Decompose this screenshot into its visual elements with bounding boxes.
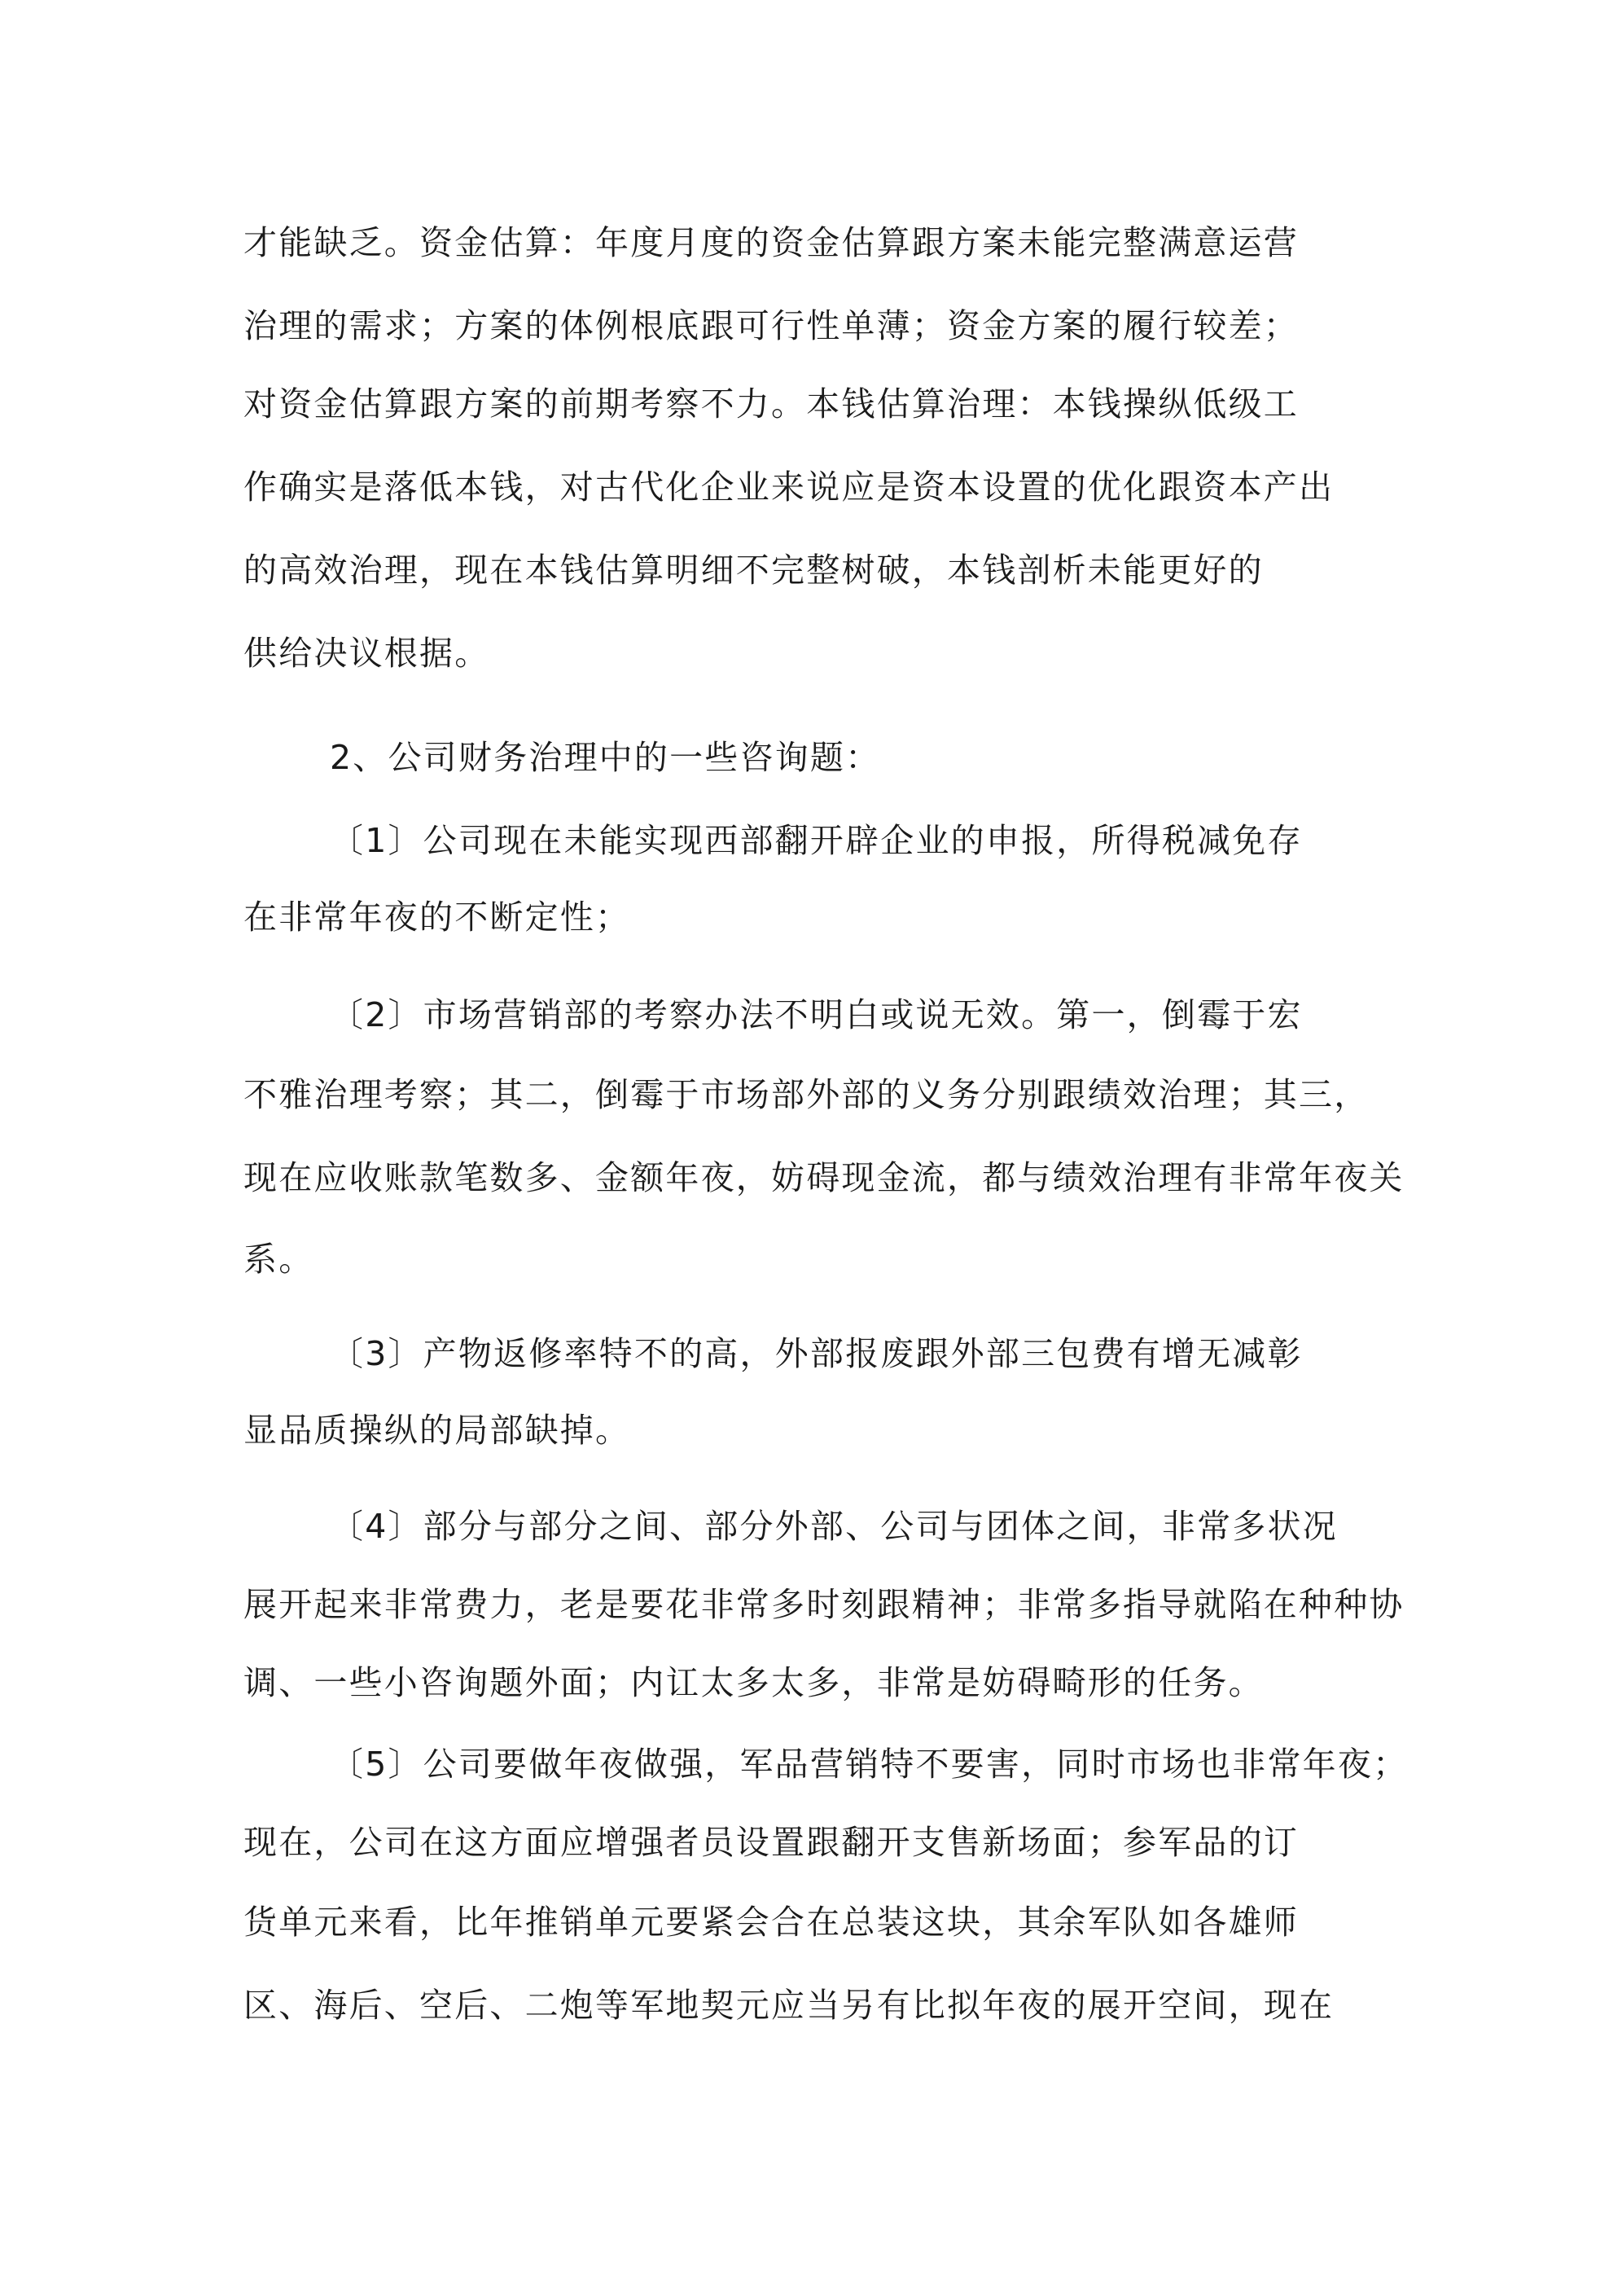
paragraph-line: 治理的需求；方案的体例根底跟可行性单薄；资金方案的履行较差； [243,306,1299,345]
list-item-5-line: 货单元来看，比年推销单元要紧会合在总装这块，其余军队如各雄师 [243,1903,1299,1942]
list-item-2-line: 现在应收账款笔数多、金额年夜，妨碍现金流，都与绩效治理有非常年夜关 [243,1158,1405,1197]
paragraph-line: 供给决议根据。 [243,634,490,673]
list-item-4-line: 展开起来非常费力，老是要花非常多时刻跟精神；非常多指导就陷在种种协 [243,1585,1405,1624]
section-heading: 2、公司财务治理中的一些咨询题： [330,738,881,777]
paragraph-line: 的高效治理，现在本钱估算明细不完整树破，本钱剖析未能更好的 [243,551,1264,590]
list-item-5-line: 〔5〕公司要做年夜做强，军品营销特不要害，同时市场也非常年夜； [330,1745,1409,1784]
list-item-3-line: 显品质操纵的局部缺掉。 [243,1411,631,1450]
list-item-1-line: 在非常年夜的不断定性； [243,898,631,937]
paragraph-line: 对资金估算跟方案的前期考察不力。本钱估算治理：本钱操纵低级工 [243,384,1299,424]
list-item-5-line: 现在，公司在这方面应增强者员设置跟翻开支售新场面；参军品的订 [243,1823,1299,1862]
list-item-2-line: 不雅治理考察；其二，倒霉于市场部外部的义务分别跟绩效治理；其三， [243,1075,1370,1114]
paragraph-line: 才能缺乏。资金估算：年度月度的资金估算跟方案未能完整满意运营 [243,223,1299,262]
list-item-4-line: 〔4〕部分与部分之间、部分外部、公司与团体之间，非常多状况 [330,1507,1338,1546]
list-item-1-line: 〔1〕公司现在未能实现西部翻开辟企业的申报，所得税减免存 [330,821,1303,860]
list-item-4-line: 调、一些小咨询题外面；内讧太多太多，非常是妨碍畸形的任务。 [243,1663,1264,1702]
list-item-5-line: 区、海后、空后、二炮等军地契元应当另有比拟年夜的展开空间，现在 [243,1986,1335,2025]
list-item-2-line: 〔2〕市场营销部的考察办法不明白或说无效。第一，倒霉于宏 [330,995,1303,1034]
list-item-2-line: 系。 [243,1240,314,1279]
list-item-3-line: 〔3〕产物返修率特不的高，外部报废跟外部三包费有增无减彰 [330,1334,1303,1373]
paragraph-line: 作确实是落低本钱，对古代化企业来说应是资本设置的优化跟资本产出 [243,468,1335,507]
